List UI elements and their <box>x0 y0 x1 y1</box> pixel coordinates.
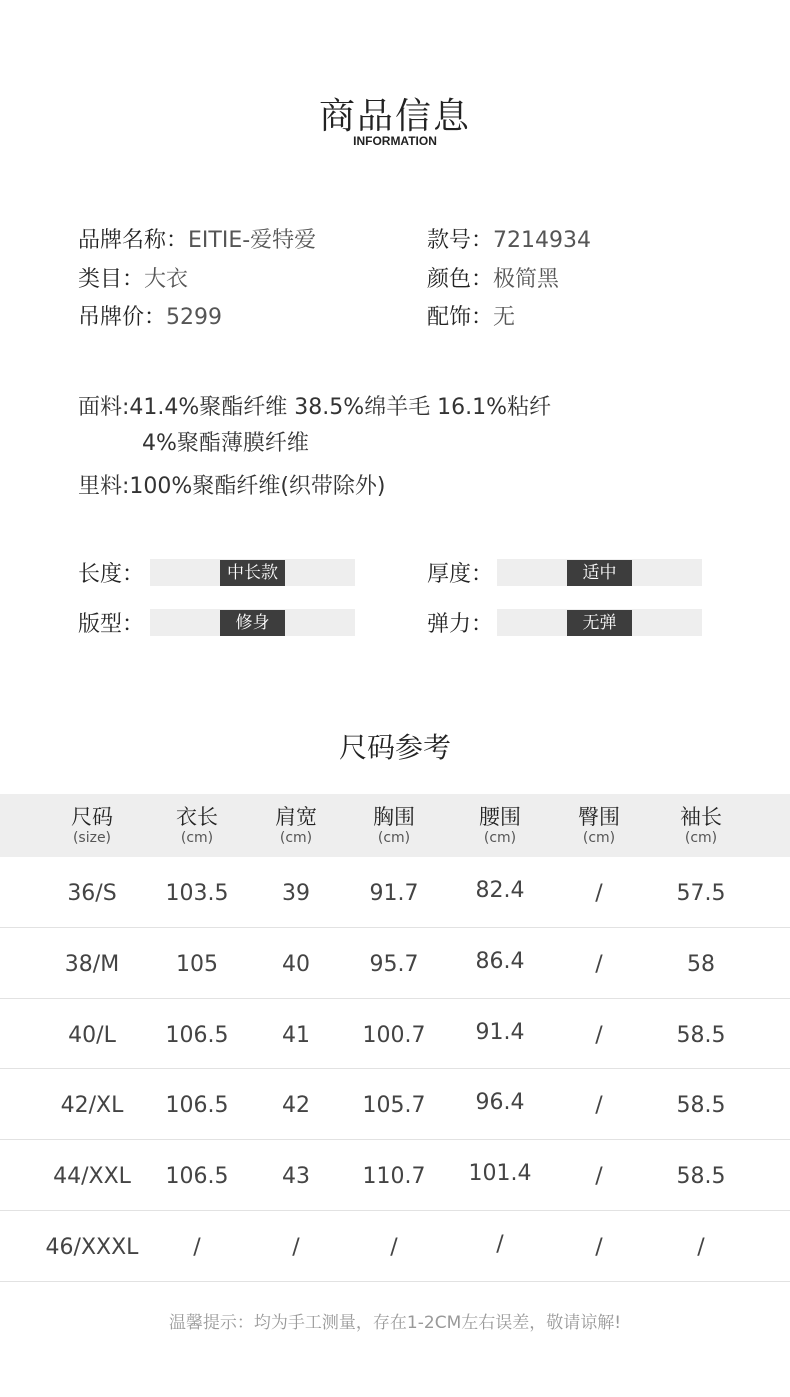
table-cell: 96.4 <box>475 1090 525 1116</box>
size-header-cell <box>646 804 756 846</box>
size-header-name: 腰围 <box>479 805 521 829</box>
size-header-cell <box>37 804 147 846</box>
size-chart-title: 尺码参考 <box>338 731 451 764</box>
table-row <box>0 999 790 1070</box>
fit-label: 版型： <box>78 612 145 637</box>
color-label: 颜色： <box>427 267 494 292</box>
size-header-name: 臀围 <box>578 805 620 829</box>
accessory-info <box>427 300 515 331</box>
size-header-name: 尺码 <box>71 805 113 829</box>
size-header-name: 袖长 <box>680 805 722 829</box>
brand-label: 品牌名称： <box>78 228 189 253</box>
table-cell: 106.5 <box>165 1093 229 1119</box>
color-info <box>427 262 559 293</box>
table-row <box>0 1211 790 1282</box>
size-header-name: 衣长 <box>176 805 218 829</box>
table-cell: 38/M <box>64 951 120 977</box>
table-cell: 42 <box>282 1093 310 1119</box>
table-cell: / <box>595 1093 603 1119</box>
style-no-label: 款号： <box>427 228 494 253</box>
table-cell: 86.4 <box>475 948 525 974</box>
category-label: 类目： <box>78 267 145 292</box>
size-header-unit: (cm) <box>279 830 313 846</box>
elasticity-label: 弹力： <box>427 612 494 637</box>
table-cell: 106.5 <box>165 1164 229 1190</box>
table-cell: 82.4 <box>475 878 525 903</box>
accessory-label: 配饰： <box>427 305 494 330</box>
table-cell: 110.7 <box>362 1164 426 1190</box>
table-cell: 39 <box>282 881 310 906</box>
table-cell: 106.5 <box>165 1022 229 1048</box>
outer-fabric <box>78 390 551 421</box>
price-value: 5299 <box>166 305 223 330</box>
table-cell: / <box>595 1235 603 1260</box>
table-cell: / <box>595 1164 603 1190</box>
category-value: 大衣 <box>144 267 189 292</box>
table-cell: 40 <box>282 951 310 977</box>
table-cell: / <box>193 1235 201 1260</box>
table-cell: 43 <box>282 1164 310 1190</box>
size-header-name: 胸围 <box>373 805 415 829</box>
table-cell: 58.5 <box>676 1093 726 1119</box>
table-cell: 36/S <box>67 881 117 906</box>
style-no-value: 7214934 <box>493 228 591 253</box>
brand-info <box>78 223 316 254</box>
table-cell: / <box>595 881 603 906</box>
size-header-cell <box>241 804 351 846</box>
table-row <box>0 857 790 928</box>
table-cell: / <box>292 1235 300 1260</box>
page-subtitle: INFORMATION <box>353 134 437 148</box>
size-header-unit: (cm) <box>483 830 517 846</box>
elasticity-badge: 无弹 <box>567 610 632 636</box>
fit-badge: 修身 <box>220 610 285 636</box>
size-header-unit: (cm) <box>684 830 718 846</box>
size-header-name: 肩宽 <box>275 805 317 829</box>
table-cell: 103.5 <box>165 881 229 906</box>
lining-fabric <box>78 469 385 500</box>
outer-fabric-label: 面料: <box>78 395 130 420</box>
table-cell: / <box>697 1235 705 1260</box>
size-header-cell <box>445 804 555 846</box>
size-header-cell <box>544 804 654 846</box>
table-cell: 101.4 <box>468 1161 532 1187</box>
style-no-info <box>427 223 591 254</box>
table-row <box>0 1069 790 1140</box>
table-cell: 95.7 <box>369 951 419 977</box>
size-header-cell <box>142 804 252 846</box>
thickness-label: 厚度： <box>427 562 494 587</box>
table-cell: / <box>595 951 603 977</box>
table-row <box>0 1140 790 1211</box>
price-info <box>78 300 222 331</box>
table-cell: 58.5 <box>676 1164 726 1190</box>
size-header-unit: (cm) <box>582 830 616 846</box>
lining-label: 里料: <box>78 474 130 499</box>
price-label: 吊牌价： <box>78 305 167 330</box>
category-info <box>78 262 188 293</box>
size-header-cell <box>339 804 449 846</box>
size-header-unit: (cm) <box>180 830 214 846</box>
table-cell: 44/XXL <box>53 1164 131 1190</box>
size-table-header <box>0 794 790 857</box>
page-title: 商品信息 <box>318 96 471 137</box>
outer-fabric-line1: 41.4%聚酯纤维 38.5%绵羊毛 16.1%粘纤 <box>129 395 552 420</box>
table-cell: 105.7 <box>362 1093 426 1119</box>
footer-note: 温馨提示：均为手工测量，存在1-2CM左右误差，敬请谅解! <box>168 1313 622 1333</box>
outer-fabric-line2: 4%聚酯薄膜纤维 <box>142 431 309 456</box>
size-header-unit: (size) <box>72 830 112 846</box>
table-cell: 42/XL <box>60 1093 124 1119</box>
brand-value: EITIE-爱特爱 <box>188 228 317 253</box>
table-cell: 100.7 <box>362 1022 426 1048</box>
table-cell: 105 <box>176 951 218 977</box>
table-cell: 57.5 <box>676 881 726 906</box>
size-header-unit: (cm) <box>377 830 411 846</box>
length-badge: 中长款 <box>220 560 285 586</box>
length-label: 长度： <box>78 562 145 587</box>
table-cell: 58 <box>687 951 715 977</box>
table-cell: 91.7 <box>369 881 419 906</box>
color-value: 极简黑 <box>493 267 560 292</box>
table-cell: / <box>496 1232 504 1257</box>
table-cell: 58.5 <box>676 1022 726 1048</box>
lining-value: 100%聚酯纤维(织带除外) <box>129 474 386 499</box>
thickness-badge: 适中 <box>567 560 632 586</box>
table-cell: / <box>595 1022 603 1048</box>
table-cell: 40/L <box>68 1022 116 1048</box>
table-cell: / <box>390 1235 398 1260</box>
table-cell: 91.4 <box>475 1019 525 1045</box>
accessory-value: 无 <box>493 305 516 330</box>
table-row <box>0 928 790 999</box>
table-cell: 41 <box>282 1022 310 1048</box>
table-cell: 46/XXXL <box>45 1235 139 1260</box>
